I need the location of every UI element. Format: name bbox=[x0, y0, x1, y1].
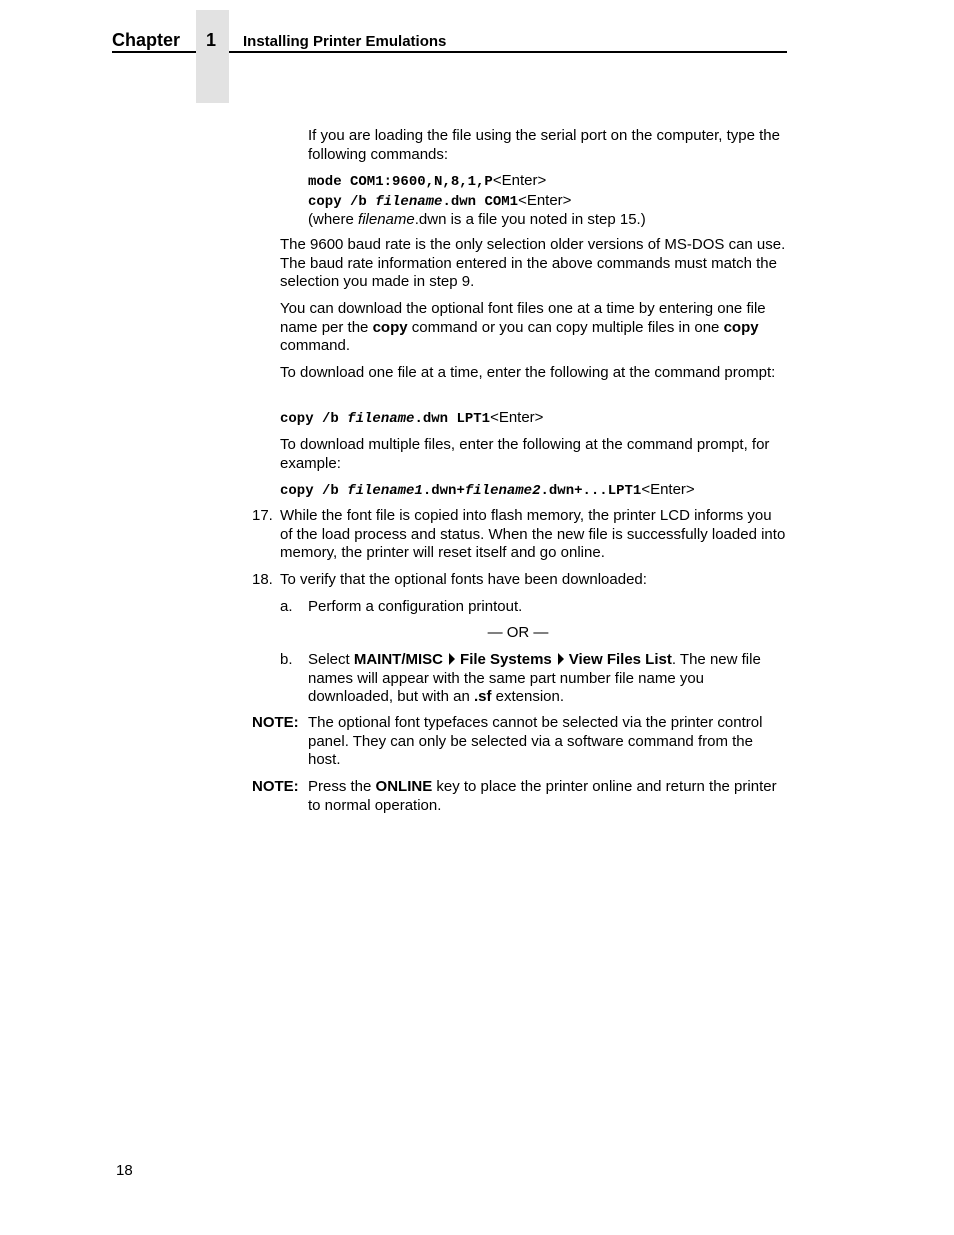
multi-file-paragraph: To download multiple files, enter the following at the command prompt, for example: bbox=[280, 436, 770, 472]
triangle-right-icon bbox=[558, 653, 564, 665]
one-file-command: copy /b filename.dwn LPT1<Enter> bbox=[280, 409, 544, 427]
step-17-number: 17. bbox=[252, 507, 273, 524]
note-1-label: NOTE: bbox=[252, 714, 299, 731]
page-number: 18 bbox=[116, 1162, 133, 1179]
serial-command-1: mode COM1:9600,N,8,1,P<Enter> bbox=[308, 172, 547, 190]
chapter-tab bbox=[196, 10, 229, 103]
note-2-label: NOTE: bbox=[252, 778, 299, 795]
note-1-text: The optional font typefaces cannot be selected via the printer control panel. They can only be selected via a software command from the host. bbox=[308, 714, 763, 769]
chapter-number: 1 bbox=[205, 30, 216, 50]
sub-step-b-label: b. bbox=[280, 651, 293, 668]
baud-rate-paragraph: The 9600 baud rate is the only selection older versions of MS-DOS can use. The baud rate information entered in the above commands must match the selection you made in step 9. bbox=[280, 236, 786, 291]
header-rule-right bbox=[229, 51, 787, 53]
sub-step-b-text: Select MAINT/MISC File Systems View Files List. The new file names will appear with the same part number file name you downloaded, but with an .sf extension. bbox=[308, 651, 761, 706]
one-file-paragraph: To download one file at a time, enter the following at the command prompt: bbox=[280, 364, 776, 381]
chapter-label: Chapter bbox=[112, 30, 181, 50]
note-2-text: Press the ONLINE key to place the printer online and return the printer to normal operation. bbox=[308, 778, 777, 814]
serial-intro: If you are loading the file using the serial port on the computer, type the following commands: bbox=[308, 127, 780, 163]
serial-where-note: (where filename.dwn is a file you noted in step 15.) bbox=[308, 211, 646, 229]
serial-commands bbox=[308, 172, 788, 230]
serial-command-2: copy /b filename.dwn COM1<Enter> bbox=[308, 191, 572, 210]
step-18-number: 18. bbox=[252, 571, 273, 588]
or-divider: — OR — bbox=[487, 624, 549, 641]
step-18-text: To verify that the optional fonts have been downloaded: bbox=[280, 571, 647, 588]
header-rule-left bbox=[112, 51, 196, 53]
triangle-right-icon bbox=[449, 653, 455, 665]
step-17-text: While the font file is copied into flash memory, the printer LCD informs you of the load process and status. When the new file is successfully loaded into memory, the printer will reset itself and go online. bbox=[280, 507, 786, 562]
sub-step-a-text: Perform a configuration printout. bbox=[308, 598, 523, 615]
multi-file-command: copy /b filename1.dwn+filename2.dwn+...LPT1<Enter> bbox=[280, 481, 695, 499]
sub-step-a-label: a. bbox=[280, 598, 293, 615]
chapter-title: Installing Printer Emulations bbox=[243, 33, 447, 50]
optional-fonts-paragraph: You can download the optional font files one at a time by entering one file name per the copy command or you can copy multiple files in one copy command. bbox=[280, 300, 766, 355]
